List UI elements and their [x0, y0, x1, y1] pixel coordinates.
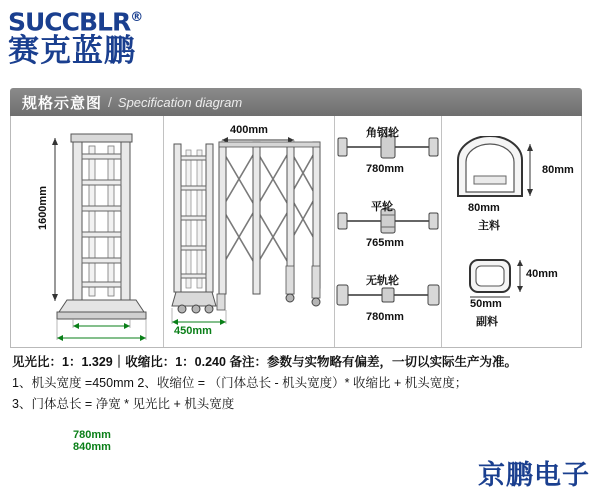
wheel-2-name: 无轨轮 [366, 275, 399, 287]
profile-1-name: 副料 [476, 316, 498, 328]
notes-block [12, 352, 590, 415]
title-separator: / [108, 94, 112, 110]
gate-head-height-label: 1600mm [37, 186, 49, 231]
profile-0-svg [452, 136, 538, 200]
profile-0-width: 80mm [468, 202, 500, 214]
gate-head-svg [11, 116, 163, 348]
profile-1-width: 50mm [470, 298, 502, 310]
gate-body-top-label: 400mm [230, 124, 268, 136]
wheel-0-size: 780mm [366, 163, 404, 175]
wheel-1-size: 765mm [366, 237, 404, 249]
gate-body-bottom-label: 450mm [174, 325, 212, 337]
note-line-1: 见光比：1：1.329｜收缩比：1：0.240 备注：参数与实物略有偏差，一切以实际生产为准。 [12, 355, 517, 369]
logo-english [8, 4, 142, 36]
gate-body-svg [164, 116, 334, 348]
wheel-list [335, 116, 441, 348]
profile-1-height: 40mm [526, 268, 558, 280]
profile-item-1 [466, 256, 558, 328]
wheel-1-name: 平轮 [371, 201, 393, 213]
section-title-cn: 规格示意图 [22, 94, 103, 112]
wheel-2-size: 780mm [366, 311, 404, 323]
note-line-3: 3、门体总长 = 净宽 * 见光比 + 机头宽度 [12, 397, 235, 411]
section-header [10, 88, 582, 116]
wheel-item-1 [335, 201, 441, 249]
wheel-0-name: 角钢轮 [366, 127, 399, 139]
gate-body-drawing [164, 116, 334, 348]
logo-chinese: 赛克蓝鹏 [8, 33, 136, 70]
gate-head-outer-width-label: 840mm [73, 441, 111, 453]
profile-0-height: 80mm [542, 164, 574, 176]
profile-item-0 [452, 136, 574, 232]
wheel-item-2 [335, 275, 441, 323]
profile-0-name: 主料 [478, 220, 500, 232]
registered-trademark-icon: ® [130, 10, 143, 25]
section-title-en: Specification diagram [117, 94, 243, 110]
profile-list [442, 116, 581, 348]
company-logo [8, 4, 142, 68]
footer-brand: 京鹏电子 [478, 460, 590, 491]
logo-english-text: SUCCBLR [8, 7, 131, 37]
note-line-2: 1、机头宽度 =450mm 2、收缩位 = （门体总长 - 机头宽度）* 收缩比 + 机头宽度； [12, 376, 468, 390]
gate-head-inner-width-label: 780mm [73, 429, 111, 441]
wheel-item-0 [335, 127, 441, 175]
